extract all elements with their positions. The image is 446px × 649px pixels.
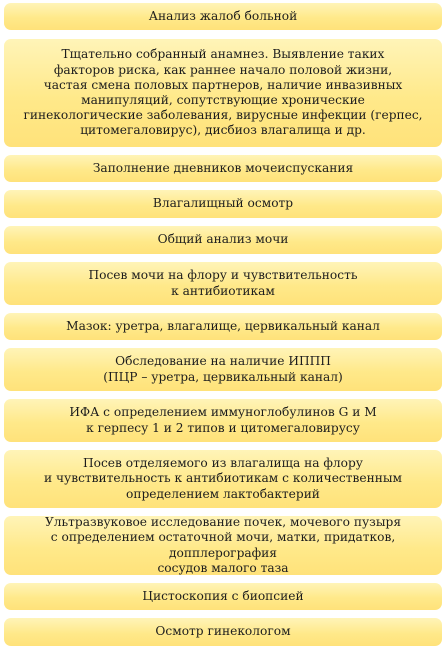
- step-label: Анализ жалоб больной: [148, 8, 298, 23]
- step-label: Осмотр гинекологом: [155, 624, 291, 639]
- step-ultrasound: [4, 516, 442, 575]
- step-urine-culture: [4, 262, 442, 305]
- step-voiding-diary: [4, 155, 442, 182]
- step-label: Заполнение дневников мочеиспускания: [92, 160, 354, 175]
- step-label: Обследование на наличие ИППП (ПЦР – уретра, цервикальный канал): [103, 354, 343, 384]
- step-label: Посев отделяемого из влагалища на флору и чувствительность к антибиотикам с количественным определением лактобактерий: [43, 456, 402, 501]
- step-anamnesis: [4, 39, 442, 147]
- step-cystoscopy: [4, 583, 442, 610]
- step-label: ИФА с определением иммуноглобулинов G и M к герпесу 1 и 2 типов и цитомегаловирусу: [69, 405, 377, 435]
- step-label: Общий анализ мочи: [157, 232, 289, 247]
- step-vaginal-exam: [4, 190, 442, 218]
- step-smear: [4, 313, 442, 340]
- step-elisa: [4, 399, 442, 442]
- step-sti-screening: [4, 348, 442, 391]
- step-urinalysis: [4, 226, 442, 254]
- step-label: Мазок: уретра, влагалище, цервикальный канал: [66, 318, 380, 333]
- step-label: Влагалищный осмотр: [152, 196, 294, 211]
- step-gynecologist-exam: [4, 618, 442, 646]
- step-label: Ультразвуковое исследование почек, мочевого пузыря с определением остаточной мочи, матки, придатков, допплерография сосудов малого таза: [44, 515, 402, 575]
- step-label: Тщательно собранный анамнез. Выявление таких факторов риска, как раннее начало половой жизни, частая смена половых партнеров, наличие инвазивных манипуляций, сопутствующие хронические гинекологические заболевания, вирусные инфекции (герпес, цитомегаловирус), дисбиоз влагалища и др.: [23, 47, 423, 138]
- step-vaginal-culture: [4, 450, 442, 508]
- step-label: Цистоскопия с биопсией: [142, 588, 304, 603]
- step-label: Посев мочи на флору и чувствительность к антибиотикам: [88, 268, 358, 298]
- step-complaints-analysis: [4, 3, 442, 30]
